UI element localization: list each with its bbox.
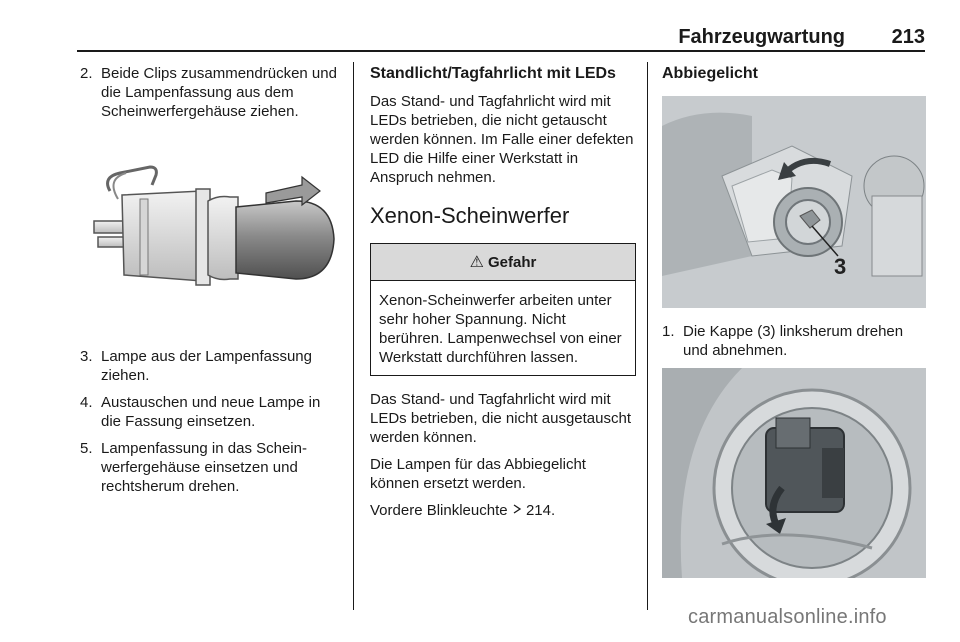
header-rule <box>77 50 925 52</box>
column-right <box>662 64 928 578</box>
step-number: 2. <box>80 65 93 82</box>
led-heading: Standlicht/Tagfahrlicht mit LEDs <box>370 65 616 82</box>
warning-triangle-icon: ⚠ <box>469 253 484 271</box>
column-divider <box>353 62 354 610</box>
header-title: Fahrzeugwartung <box>678 26 845 48</box>
bulb-socket-image <box>80 129 342 331</box>
step-list <box>80 64 342 121</box>
headlamp-cap-illustration <box>662 96 926 308</box>
step-list <box>662 322 928 360</box>
step-item <box>80 347 342 385</box>
danger-header <box>371 244 635 281</box>
cross-reference <box>370 501 636 520</box>
column-left <box>80 64 342 504</box>
step-number: 1. <box>662 323 675 340</box>
paragraph: Das Stand- und Tagfahrlicht wird mit LEDs betrieben, die nicht ausgetauscht werden können. <box>370 391 631 446</box>
callout-number: 3 <box>834 254 847 279</box>
danger-text: Xenon-Scheinwerfer arbeiten unter sehr hoher Spannung. Nicht berühren. Lampenwechsel von einer Werkstatt durchführen lassen. <box>379 292 622 366</box>
reference-page[interactable]: 214. <box>525 502 556 519</box>
step-number: 4. <box>80 394 93 411</box>
led-intro: Das Stand- und Tagfahrlicht wird mit LEDs betrieben, die nicht getauscht werden können. Im Falle einer defekten LED die Hilfe einer Werkstatt in Anspruch nehmen. <box>370 93 634 186</box>
step-text: Austauschen und neue Lampe in die Fassung einsetzen. <box>101 394 321 430</box>
step-number: 5. <box>80 440 93 457</box>
column-divider <box>647 62 648 610</box>
reference-text: Vordere Blinkleuchte <box>370 502 508 519</box>
step-item <box>662 322 928 360</box>
section-title: Xenon-Scheinwerfer <box>370 203 570 228</box>
step-number: 3. <box>80 348 93 365</box>
step-text: Lampe aus der Lampenfassung ziehen. <box>101 348 312 384</box>
headlamp-housing-image <box>662 96 926 308</box>
step-item <box>80 64 342 121</box>
page-number: 213 <box>891 26 925 48</box>
page-ref-arrow-icon <box>512 502 526 519</box>
step-text: Lampenfassung in das Scheinwerfergehäuse einsetzen und rechtsherum drehen. <box>101 440 307 495</box>
watermark: carmanualsonline.info <box>688 606 887 628</box>
lamp-socket-illustration <box>662 368 926 578</box>
step-text: Die Kappe (3) linksherum drehen und abnehmen. <box>683 323 904 359</box>
step-item <box>80 439 342 496</box>
cornering-light-heading: Abbiegelicht <box>662 65 759 82</box>
step-list <box>80 347 342 496</box>
column-middle <box>370 64 636 528</box>
danger-title: Gefahr <box>487 253 537 271</box>
bulb-illustration <box>80 129 342 331</box>
step-text: Beide Clips zusammendrücken und die Lampenfassung aus dem Scheinwerfergehäuse ziehen. <box>101 65 337 120</box>
page-header <box>77 26 925 52</box>
lamp-socket-image <box>662 368 926 578</box>
step-item <box>80 393 342 431</box>
danger-box <box>370 243 636 376</box>
paragraph: Die Lampen für das Abbiegelicht können ersetzt werden. <box>370 456 586 492</box>
